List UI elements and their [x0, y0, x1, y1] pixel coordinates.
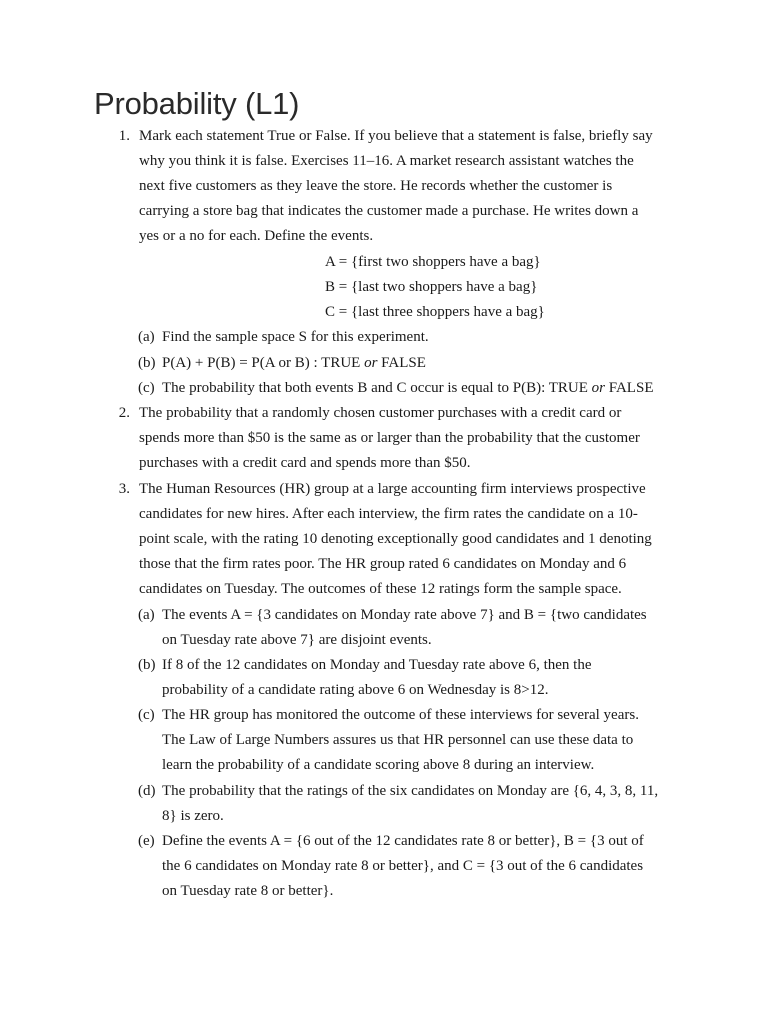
- q3e-line-3: on Tuesday rate 8 or better}.: [162, 883, 334, 899]
- q3d-line-2: 8} is zero.: [162, 808, 224, 824]
- q3c-line-3: learn the probability of a candidate scoring above 8 during an interview.: [162, 757, 595, 773]
- q1-line-5: yes or a no for each. Define the events.: [139, 228, 374, 244]
- event-a-definition: A = {first two shoppers have a bag}: [325, 254, 541, 270]
- q3e-line-2: the 6 candidates on Monday rate 8 or better}, and C = {3 out of the 6 candidates: [162, 858, 644, 874]
- q1-line-4: carrying a store bag that indicates the customer made a purchase. He writes down a: [139, 203, 639, 219]
- q3b-label: (b): [138, 657, 156, 673]
- page-title: Probability (L1): [94, 86, 300, 121]
- q1c-text-before: The probability that both events B and C occur is equal to P(B): TRUE: [162, 380, 592, 396]
- q3c-line-1: The HR group has monitored the outcome of these interviews for several years.: [162, 707, 639, 723]
- q1b-or-word: or: [364, 355, 378, 371]
- event-b-definition: B = {last two shoppers have a bag}: [325, 279, 538, 295]
- q3-line-5: candidates on Tuesday. The outcomes of these 12 ratings form the sample space.: [139, 581, 622, 597]
- q3a-line-2: on Tuesday rate above 7} are disjoint events.: [162, 632, 432, 648]
- q1-number: 1.: [118, 128, 130, 144]
- q3d-label: (d): [138, 783, 156, 799]
- q2-line-1: The probability that a randomly chosen customer purchases with a credit card or: [139, 405, 622, 421]
- q1a-label: (a): [138, 329, 155, 345]
- q3-line-3: point scale, with the rating 10 denoting exceptionally good candidates and 1 denoting: [139, 531, 652, 547]
- q3d-line-1: The probability that the ratings of the six candidates on Monday are {6, 4, 3, 8, 11,: [162, 783, 659, 799]
- q1a-text: Find the sample space S for this experiment.: [162, 329, 429, 345]
- q3e-label: (e): [138, 833, 155, 849]
- q1b-text-before: P(A) + P(B) = P(A or B) : TRUE: [162, 355, 365, 371]
- q1-line-2: why you think it is false. Exercises 11–16. A market research assistant watches the: [139, 153, 634, 169]
- q1c-text: [162, 376, 653, 401]
- q1b-text-after: FALSE: [377, 355, 426, 371]
- q3-line-1: The Human Resources (HR) group at a large accounting firm interviews prospective: [139, 481, 646, 497]
- q3a-label: (a): [138, 607, 155, 623]
- q3-line-2: candidates for new hires. After each interview, the firm rates the candidate on a 10-: [139, 506, 638, 522]
- q3-line-4: those that the firm rates poor. The HR group rated 6 candidates on Monday and 6: [139, 556, 627, 572]
- q2-number: 2.: [118, 405, 130, 421]
- q1-line-3: next five customers as they leave the store. He records whether the customer is: [139, 178, 613, 194]
- q1c-or-word: or: [591, 380, 605, 396]
- q3c-line-2: The Law of Large Numbers assures us that HR personnel can use these data to: [162, 732, 634, 748]
- q3b-line-1: If 8 of the 12 candidates on Monday and Tuesday rate above 6, then the: [162, 657, 592, 673]
- q3b-line-2: probability of a candidate rating above 6 on Wednesday is 8>12.: [162, 682, 549, 698]
- q3e-line-1: Define the events A = {6 out of the 12 candidates rate 8 or better}, B = {3 out of: [162, 833, 644, 849]
- q1c-text-after: FALSE: [605, 380, 654, 396]
- q3a-line-1: The events A = {3 candidates on Monday rate above 7} and B = {two candidates: [162, 607, 647, 623]
- q2-line-3: purchases with a credit card and spends more than $50.: [139, 455, 471, 471]
- q3-number: 3.: [118, 481, 130, 497]
- q1b-label: (b): [138, 355, 156, 371]
- q1-line-1: Mark each statement True or False. If you believe that a statement is false, briefly say: [139, 128, 653, 144]
- q2-line-2: spends more than $50 is the same as or larger than the probability that the customer: [139, 430, 640, 446]
- q3c-label: (c): [138, 707, 155, 723]
- q1b-text: [162, 351, 426, 376]
- event-c-definition: C = {last three shoppers have a bag}: [325, 304, 545, 320]
- q1c-label: (c): [138, 380, 155, 396]
